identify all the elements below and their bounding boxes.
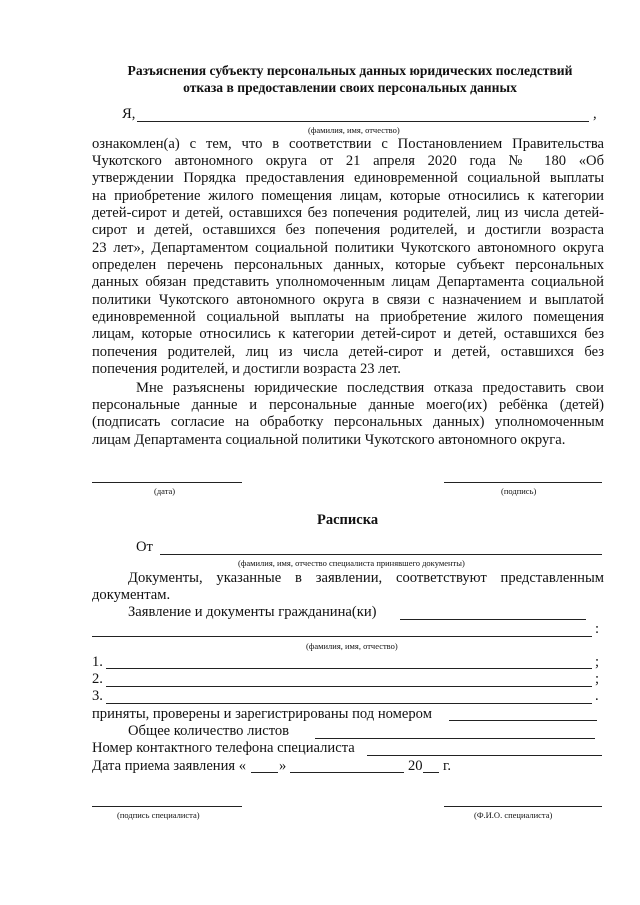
paragraph1-line: утверждении Порядка предоставления единовременной социальной выплаты [92,170,604,186]
item-end: . [595,688,599,704]
paragraph1-line: на приобретение жилого помещения лицам, которые относились к категории [92,188,604,204]
date-caption: (дата) [154,486,176,496]
item-end: ; [595,654,600,670]
paragraph1-line: детей-сирот и детей, оставшихся без попечения родителей, лиц из числа детей- [92,205,604,221]
docs-statement-line: Документы, указанные в заявлении, соответствуют представленным [128,570,604,586]
declarant-caption: (фамилия, имя, отчество) [308,125,400,135]
citizen-caption: (фамилия, имя, отчество) [306,641,398,651]
paragraph2-line: лицам Департамента социальной политики Чукотского автономного округа. [92,432,566,448]
paragraph1-line: единовременной социальной выплаты на приобретение жилого помещения [92,309,604,325]
paragraph2-line: персональные данные и персональные данные моего(их) ребёнка (детей) [92,397,604,413]
year-field[interactable] [423,772,439,773]
date-quote-close: » [279,758,287,774]
paragraph1-line: лицам, которые относились к категории детей-сирот и детей, оставшихся без [92,326,604,342]
docs-statement-line: документам. [92,587,171,603]
document-title-line-2: отказа в предоставлении своих персональных данных [183,80,517,95]
item-field[interactable] [106,703,592,704]
phone-field[interactable] [367,755,602,756]
citizen-colon: : [595,621,600,637]
paragraph1-line: сирот и детей, оставшихся без попечения родителей, и достигли возраста [92,222,604,238]
year-prefix: 20 [408,758,423,774]
item-number: 2. [92,671,103,687]
date-field[interactable] [92,482,242,483]
declarant-prefix: Я, [122,106,136,122]
item-field[interactable] [106,686,592,687]
citizen-name-field[interactable] [92,636,592,637]
document-title-line-1: Разъяснения субъекту персональных данных юридических последствий [127,63,573,78]
paragraph2-line: (подписать согласие на обработку персональных данных) уполномоченным [92,414,604,430]
item-end: ; [595,671,600,687]
specialist-name-caption: (Ф.И.О. специалиста) [474,810,553,820]
from-label: От [136,539,153,555]
month-field[interactable] [290,772,404,773]
paragraph1-line: ознакомлен(а) с тем, что в соответствии с Постановлением Правительства [92,136,604,152]
declarant-suffix: , [593,106,597,122]
signature-caption: (подпись) [501,486,537,496]
sheets-count-field[interactable] [315,738,595,739]
application-field[interactable] [400,619,586,620]
date-received-label: Дата приема заявления « [92,758,247,774]
declarant-name-field[interactable] [137,121,589,122]
item-field[interactable] [106,668,592,669]
receipt-heading: Расписка [317,512,379,528]
day-field[interactable] [251,772,278,773]
specialist-name-field[interactable] [444,806,602,807]
year-suffix: г. [443,758,451,774]
sheets-label: Общее количество листов [128,723,290,739]
item-number: 3. [92,688,103,704]
paragraph1-line: попечения родителей, лиц из числа детей-сирот и детей, оставшихся без [92,344,604,360]
paragraph1-line: Чукотского автономного округа от 21 апреля 2020 года № 180 «Об [92,153,604,169]
paragraph2-line: Мне разъяснены юридические последствия отказа предоставить свои [136,380,604,396]
specialist-signature-field[interactable] [92,806,242,807]
signature-field[interactable] [444,482,602,483]
paragraph1-line: политики Чукотского автономного округа в связи с назначением и выплатой [92,292,604,308]
specialist-signature-caption: (подпись специалиста) [117,810,200,820]
registration-number-field[interactable] [449,720,597,721]
application-label: Заявление и документы гражданина(ки) [128,604,377,620]
paragraph1-line: определен перечень персональных данных, которые субъект персональных [92,257,604,273]
registered-label: приняты, проверены и зарегистрированы под номером [92,706,432,722]
from-specialist-field[interactable] [160,554,602,555]
from-caption: (фамилия, имя, отчество специалиста принявшего документы) [238,558,465,568]
paragraph1-line: 23 лет», Департаментом социальной политики Чукотского автономного округа [92,240,604,256]
paragraph1-line: данных обязан представить уполномоченным лицам Департамента социальной [92,274,604,290]
item-number: 1. [92,654,103,670]
phone-label: Номер контактного телефона специалиста [92,740,355,756]
paragraph1-line: попечения родителей, и достигли возраста 23 лет. [92,361,401,377]
